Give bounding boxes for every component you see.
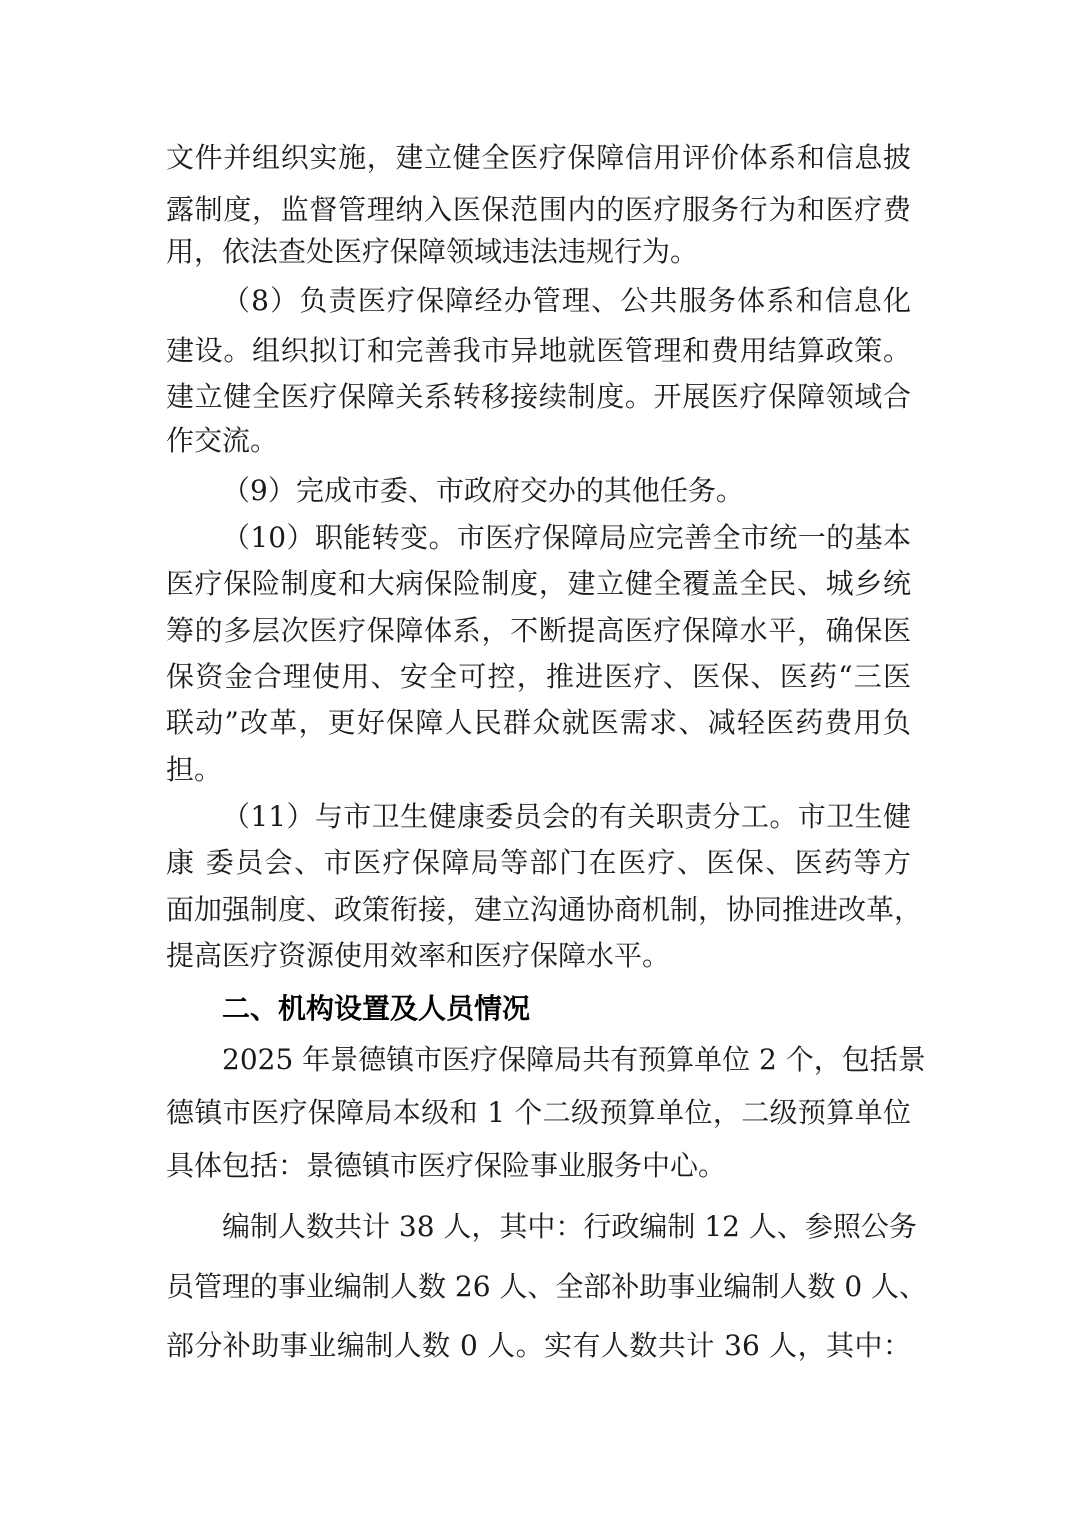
body-text-line: 保资金合理使用、安全可控，推进医疗、医保、医药“三医 (166, 660, 911, 693)
body-text-line: 建设。组织拟订和完善我市异地就医管理和费用结算政策。 (166, 334, 911, 367)
body-text-line: 提高医疗资源使用效率和医疗保障水平。 (166, 939, 671, 972)
body-text-line: 具体包括：景德镇市医疗保险事业服务中心。 (166, 1149, 727, 1182)
body-text-line: 2025 年景德镇市医疗保障局共有预算单位 2 个，包括景 (222, 1043, 926, 1076)
body-text-line: 员管理的事业编制人数 26 人、全部补助事业编制人数 0 人、 (166, 1270, 928, 1303)
body-text-line: 面加强制度、政策衔接，建立沟通协商机制，协同推进改革， (166, 893, 923, 926)
body-text-line: 联动”改革，更好保障人民群众就医需求、减轻医药费用负 (166, 706, 911, 739)
body-text-line: 康 委员会、市医疗保障局等部门在医疗、医保、医药等方 (166, 846, 911, 879)
body-text-line: 德镇市医疗保障局本级和 1 个二级预算单位，二级预算单位 (166, 1096, 911, 1129)
body-text-line: 部分补助事业编制人数 0 人。实有人数共计 36 人，其中： (166, 1329, 911, 1362)
body-text-line: 建立健全医疗保障关系转移接续制度。开展医疗保障领域合 (166, 380, 911, 413)
body-text-line: 用，依法查处医疗保障领域违法违规行为。 (166, 235, 699, 268)
body-text-line: （11）与市卫生健康委员会的有关职责分工。市卫生健 (222, 800, 911, 833)
body-text-line: 筹的多层次医疗保障体系，不断提高医疗保障水平，确保医 (166, 614, 911, 647)
body-text-line: （10）职能转变。市医疗保障局应完善全市统一的基本 (222, 521, 911, 554)
body-text-line: 作交流。 (166, 424, 279, 457)
body-text-line: 医疗保险制度和大病保险制度，建立健全覆盖全民、城乡统 (166, 567, 911, 600)
body-text-line: 文件并组织实施，建立健全医疗保障信用评价体系和信息披 (166, 141, 911, 174)
body-text-line: 编制人数共计 38 人，其中：行政编制 12 人、参照公务 (222, 1210, 917, 1243)
body-text-line: 露制度，监督管理纳入医保范围内的医疗服务行为和医疗费 (166, 193, 911, 226)
body-text-line: 担。 (166, 753, 223, 786)
section-heading: 二、机构设置及人员情况 (222, 992, 531, 1025)
body-text-line: （9）完成市委、市政府交办的其他任务。 (222, 474, 744, 507)
body-text-line: （8）负责医疗保障经办管理、公共服务体系和信息化 (222, 284, 911, 317)
